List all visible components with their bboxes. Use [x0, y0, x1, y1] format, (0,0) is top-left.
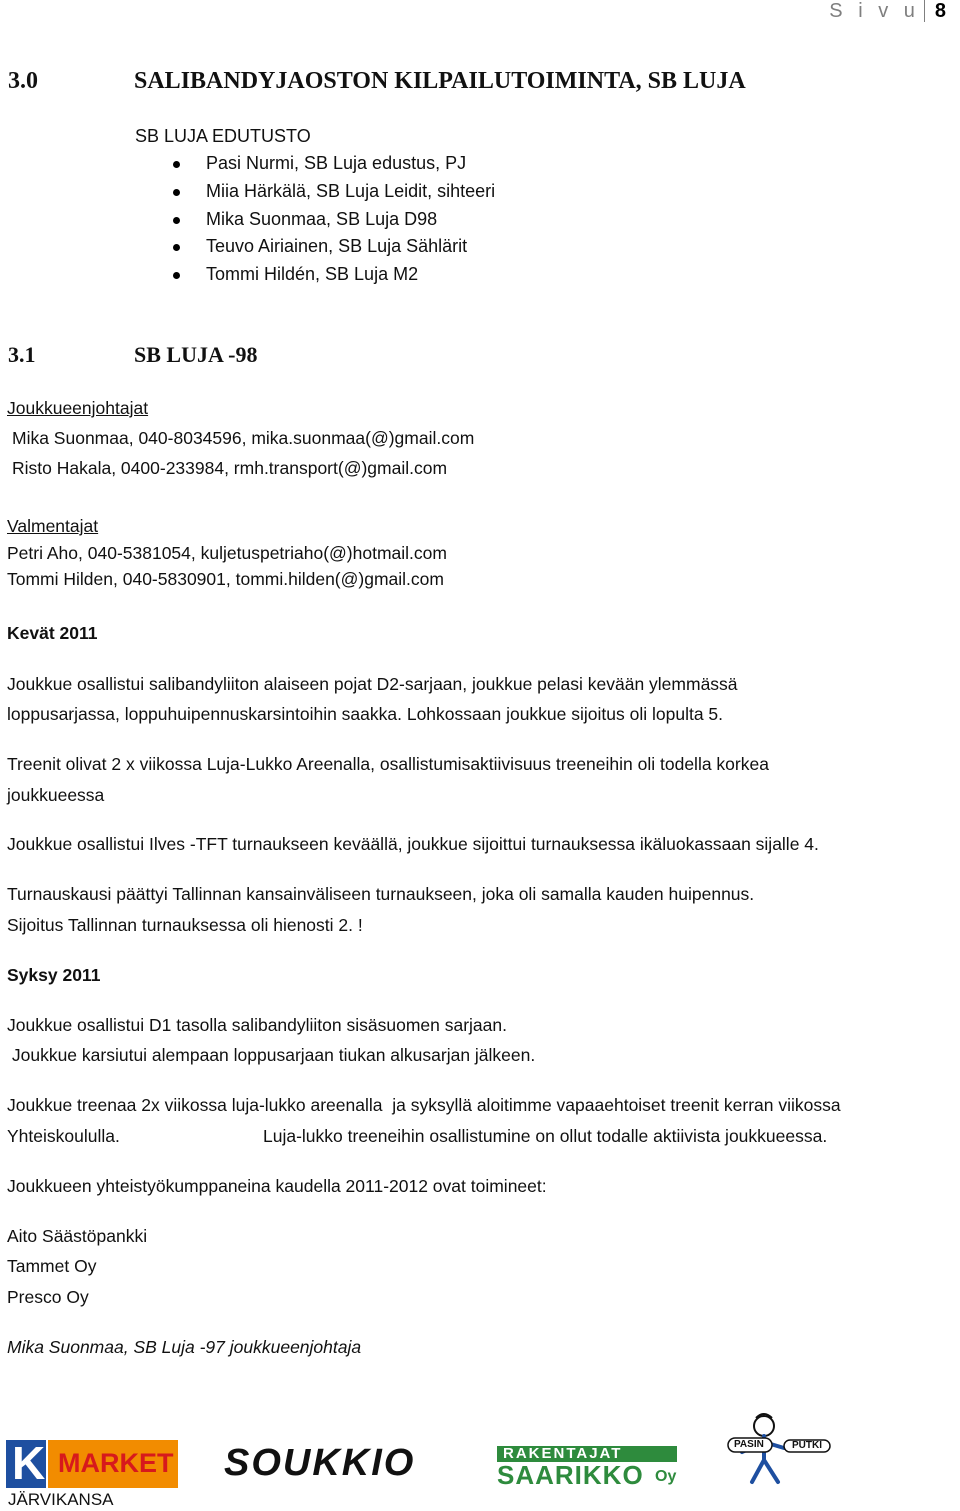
pasin-text: PASIN [734, 1439, 764, 1450]
kmarket-k-block [6, 1437, 46, 1489]
list-item: Miia Härkälä, SB Luja Leidit, sihteeri [206, 181, 496, 201]
subsection-number: 3.1 [8, 342, 36, 367]
signature: Mika Suonmaa, SB Luja -97 joukkueenjohtaja [7, 1337, 362, 1357]
kmarket-word-block [48, 1440, 178, 1488]
paragraph-line: Sijoitus Tallinnan turnauksessa oli hienosti 2. ! [7, 915, 363, 935]
bullet-icon [173, 161, 180, 168]
page-label: S i v u [829, 0, 920, 22]
saarikko-top-text: RAKENTAJAT [503, 1445, 623, 1462]
paragraph-line: Joukkue osallistui Ilves -TFT turnaukseen keväällä, joukkue sijoittui turnauksessa ikäluokassaan sijalle 4. [7, 834, 819, 854]
saarikko-bottom-text: SAARIKKO [497, 1460, 644, 1490]
kmarket-place: JÄRVIKANSA [8, 1490, 114, 1509]
kmarket-word: MARKET [58, 1448, 174, 1478]
partner-item: Aito Säästöpankki [7, 1226, 148, 1246]
coaches-title: Valmentajat [7, 516, 99, 536]
pasin-putki-logo [712, 1412, 834, 1488]
kmarket-k-letter: K [12, 1437, 46, 1489]
edutusto-title: SB LUJA EDUTUSTO [135, 126, 311, 146]
paragraph-line: Turnauskausi päättyi Tallinnan kansainväliseen turnaukseen, joka oli samalla kauden huipennus. [7, 884, 755, 904]
kmarket-logo [6, 1437, 176, 1510]
paragraph-line: Joukkue treenaa 2x viikossa luja-lukko areenalla ja syksyllä aloitimme vapaaehtoiset treenit kerran viikossa [7, 1095, 841, 1115]
page-header [829, 0, 946, 23]
partners-intro: Joukkueen yhteistyökumppaneina kaudella 2011-2012 ovat toimineet: [7, 1176, 547, 1196]
bullet-icon [173, 272, 180, 279]
bullet-icon [173, 244, 180, 251]
list-item: Pasi Nurmi, SB Luja edustus, PJ [206, 153, 467, 173]
soukkio-text: SOUKKIO [224, 1442, 416, 1484]
coach-line: Tommi Hilden, 040-5830901, tommi.hilden(@)gmail.com [7, 569, 444, 589]
partner-item: Presco Oy [7, 1287, 89, 1307]
bullet-icon [173, 217, 180, 224]
paragraph-line: Luja-lukko treeneihin osallistumine on ollut todalle aktiivista joukkueessa. [263, 1126, 828, 1146]
paragraph-line: Treenit olivat 2 x viikossa Luja-Lukko Areenalla, osallistumisaktiivisuus treeneihin oli todella korkea [7, 754, 769, 774]
list-item: Mika Suonmaa, SB Luja D98 [206, 209, 438, 229]
managers-title: Joukkueenjohtajat [7, 398, 149, 418]
manager-line: Risto Hakala, 0400-233984, rmh.transport(@)gmail.com [12, 458, 448, 478]
paragraph-line: loppusarjassa, loppuhuipennuskarsintoihin saakka. Lohkossaan joukkue sijoitus oli lopulta 5. [7, 704, 724, 724]
list-item: Tommi Hildén, SB Luja M2 [206, 264, 419, 284]
autumn-title: Syksy 2011 [7, 965, 101, 985]
paragraph-line: Joukkue osallistui D1 tasolla salibandyliiton sisäsuomen sarjaan. [7, 1015, 507, 1035]
list-item: Teuvo Airiainen, SB Luja Sählärit [206, 236, 468, 256]
saarikko-suffix: Oy [655, 1468, 677, 1485]
paragraph-line: joukkueessa [7, 785, 105, 805]
putki-text: PUTKI [792, 1440, 822, 1451]
bullet-icon [173, 189, 180, 196]
subsection-title: SB LUJA -98 [134, 342, 258, 367]
manager-line: Mika Suonmaa, 040-8034596, mika.suonmaa(@)gmail.com [12, 428, 475, 448]
spring-title: Kevät 2011 [7, 623, 98, 643]
page-number: 8 [924, 0, 946, 22]
partner-item: Tammet Oy [7, 1256, 97, 1276]
section-title: SALIBANDYJAOSTON KILPAILUTOIMINTA, SB LUJA [134, 68, 746, 94]
saarikko-logo [497, 1446, 677, 1488]
soukkio-logo [224, 1442, 456, 1486]
paragraph-line: Joukkue osallistui salibandyliiton alaiseen pojat D2-sarjaan, joukkue pelasi kevään ylemmässä [7, 674, 738, 694]
paragraph-line: Joukkue karsiutui alempaan loppusarjaan tiukan alkusarjan jälkeen. [7, 1045, 536, 1065]
paragraph-line: Yhteiskoululla. [7, 1126, 120, 1146]
coach-line: Petri Aho, 040-5381054, kuljetuspetriaho(@)hotmail.com [7, 543, 447, 563]
section-number: 3.0 [8, 68, 38, 94]
